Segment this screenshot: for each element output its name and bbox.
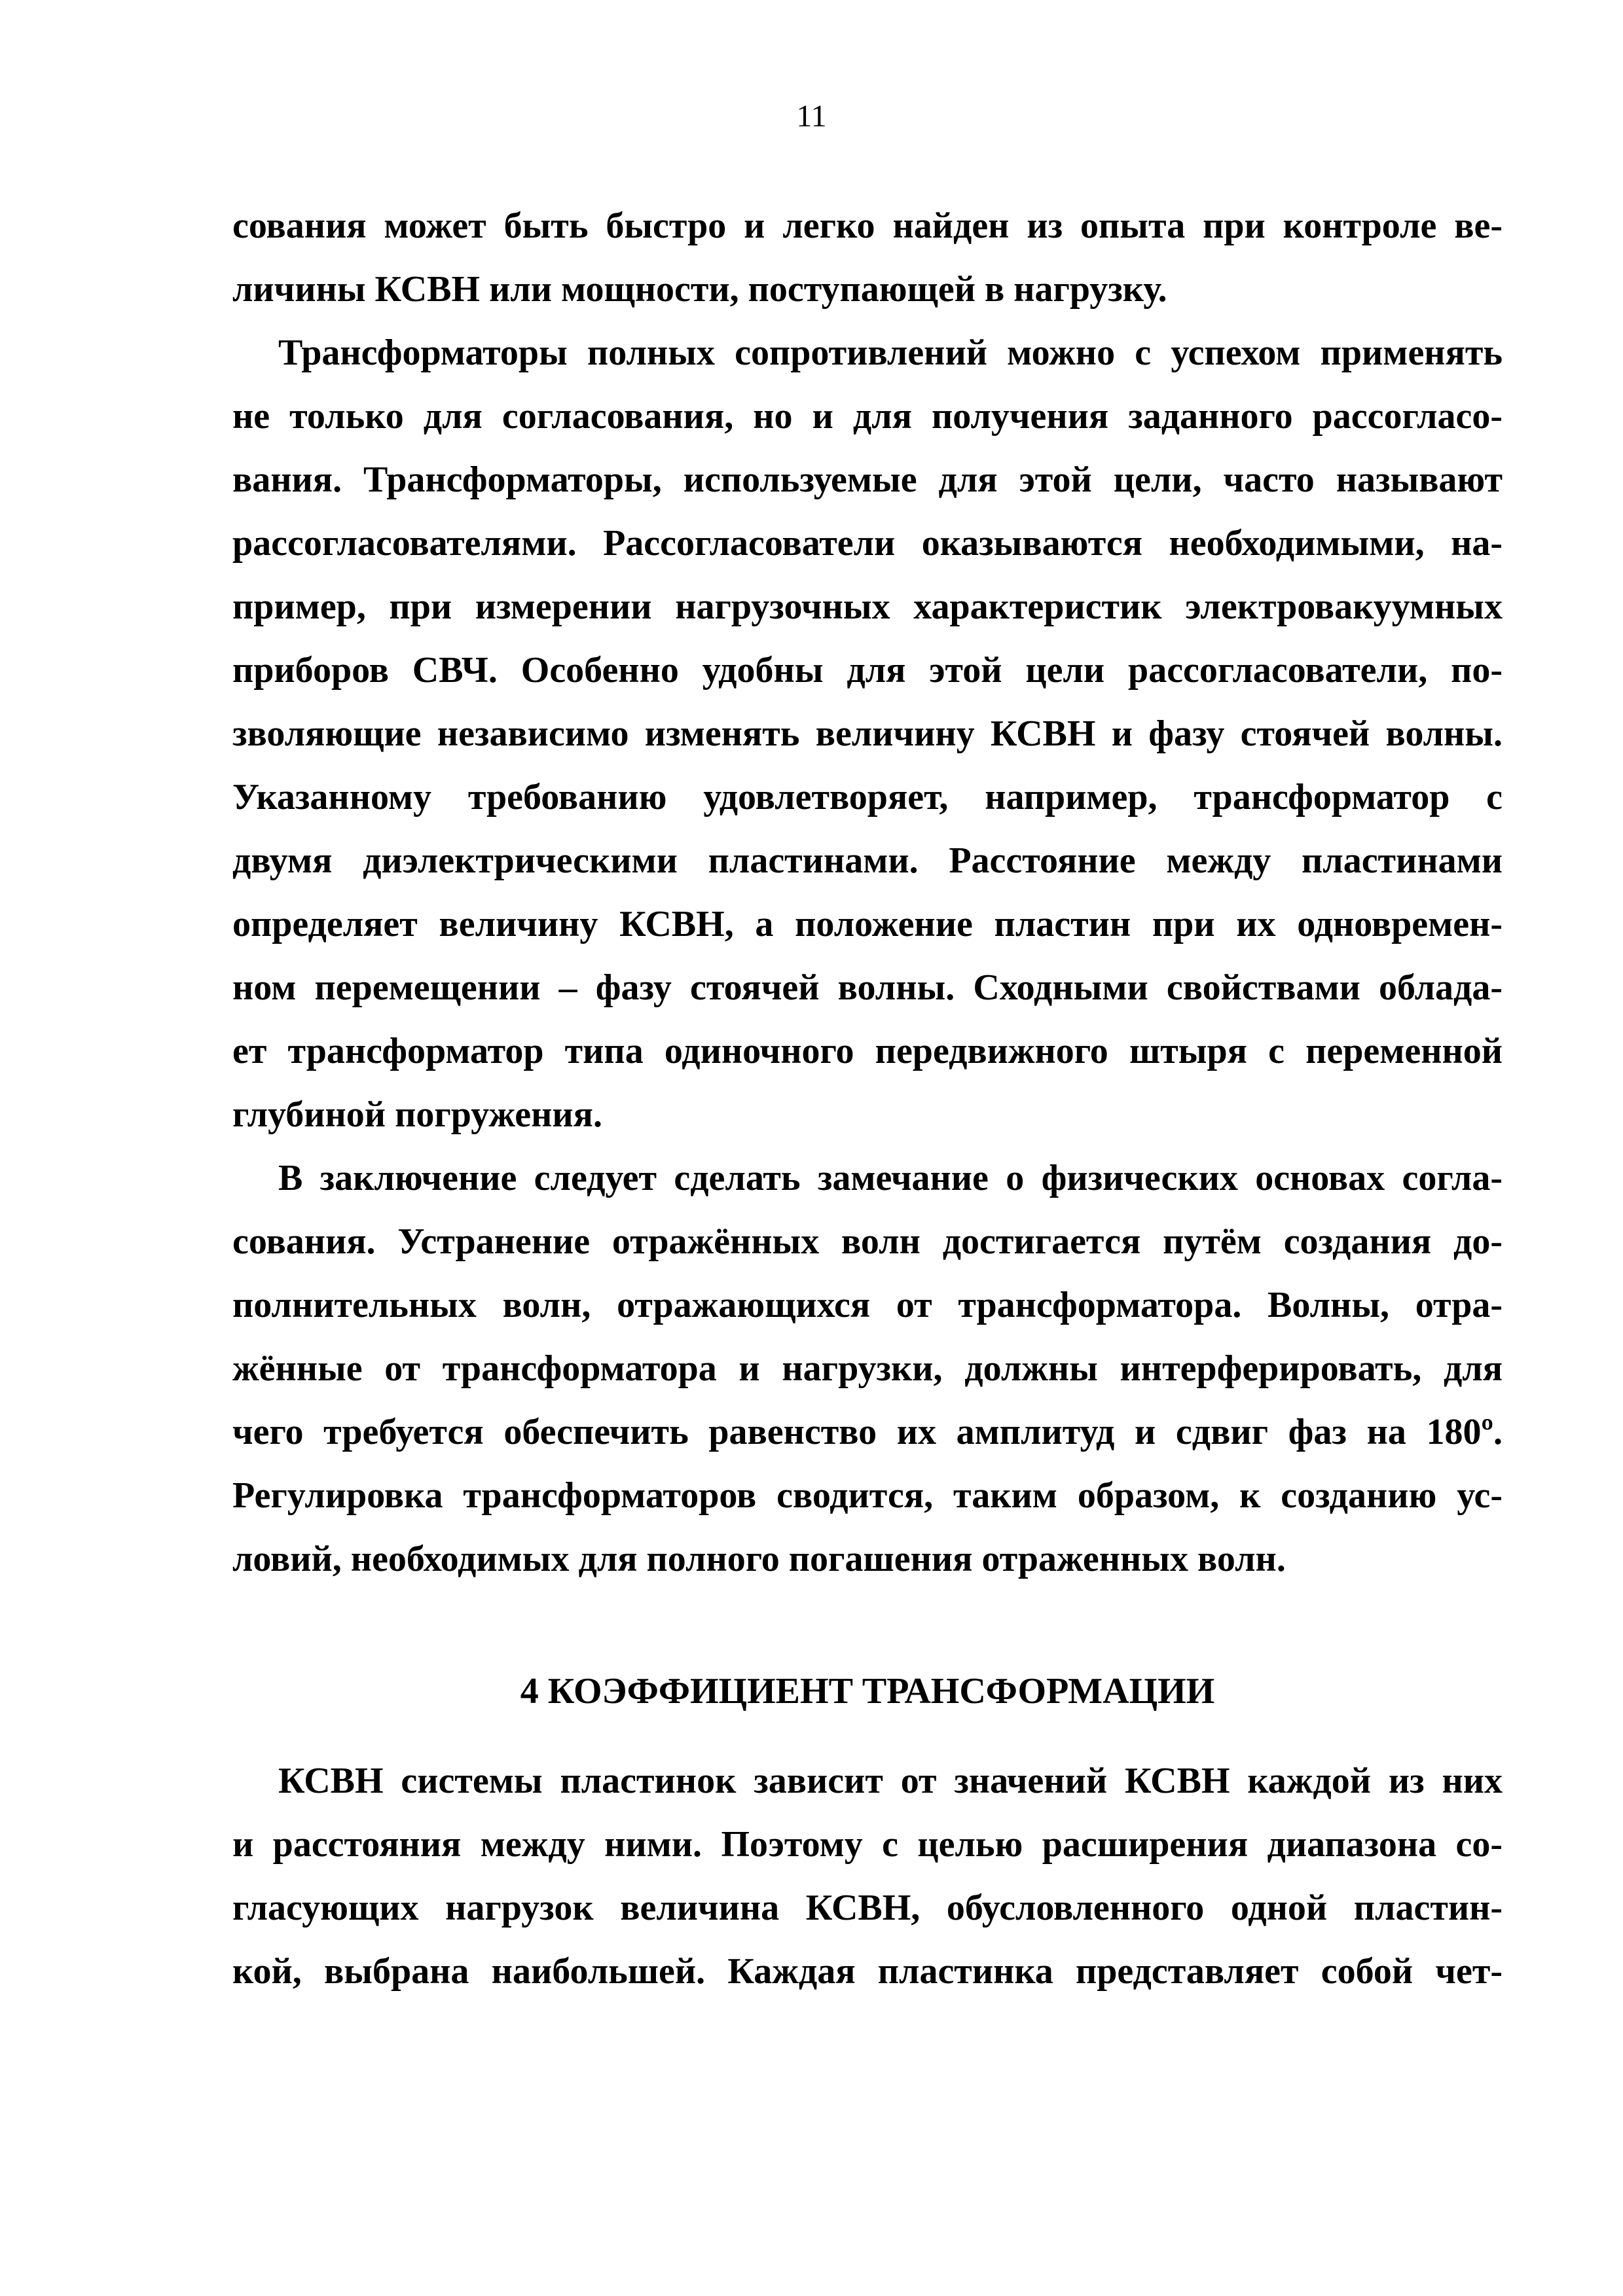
paragraph-2 [232, 321, 1503, 1147]
text-line: зволяющие независимо изменять величину КСВН и фазу стоячей волны. [232, 713, 1503, 754]
text-line: жённые от трансформатора и нагрузки, должны интерферировать, для [232, 1348, 1503, 1389]
text-line: Указанному требованию удовлетворяет, например, трансформатор с [232, 777, 1503, 817]
text-line: КСВН системы пластинок зависит от значений КСВН каждой из них [278, 1761, 1503, 1801]
text-line: чего требуется обеспечить равенство их амплитуд и сдвиг фаз на 180º. [232, 1412, 1503, 1452]
text-line: Трансформаторы полных сопротивлений можно с успехом применять [278, 332, 1503, 373]
text-line: рассогласователями. Рассогласователи оказываются необходимыми, на- [232, 523, 1503, 564]
text-line: не только для согласования, но и для получения заданного рассогласо- [232, 396, 1503, 437]
paragraph-3 [232, 1147, 1503, 1591]
text-line: личины КСВН или мощности, поступающей в нагрузку. [232, 269, 1167, 310]
section-heading: 4 КОЭФФИЦИЕНТ ТРАНСФОРМАЦИИ [520, 1671, 1215, 1712]
text-line: приборов СВЧ. Особенно удобны для этой цели рассогласователи, по- [232, 650, 1503, 691]
text-line: гласующих нагрузок величина КСВН, обусловленного одной пластин- [232, 1888, 1503, 1928]
text-line: кой, выбрана наибольшей. Каждая пластинка представляет собой чет- [232, 1951, 1503, 1992]
text-line: ном перемещении – фазу стоячей волны. Сходными свойствами облада- [232, 967, 1503, 1008]
text-line: В заключение следует сделать замечание о физических основах согла- [278, 1158, 1503, 1198]
text-line: ловий, необходимых для полного погашения отраженных волн. [232, 1539, 1286, 1579]
page-number: 11 [796, 99, 827, 134]
text-line: и расстояния между ними. Поэтому с целью расширения диапазона со- [232, 1824, 1503, 1865]
document-body [232, 194, 1503, 2003]
paragraph-1 [232, 194, 1503, 321]
text-line: ет трансформатор типа одиночного передвижного штыря с переменной [232, 1031, 1503, 1071]
text-line: сования может быть быстро и легко найден из опыта при контроле ве- [232, 206, 1503, 246]
text-line: вания. Трансформаторы, используемые для этой цели, часто называют [232, 459, 1503, 500]
text-line: пример, при измерении нагрузочных характеристик электровакуумных [232, 586, 1503, 627]
text-line: Регулировка трансформаторов сводится, таким образом, к созданию ус- [232, 1475, 1503, 1516]
text-line: полнительных волн, отражающихся от трансформатора. Волны, отра- [232, 1285, 1503, 1325]
text-line: определяет величину КСВН, а положение пластин при их одновремен- [232, 904, 1503, 944]
section-paragraph [232, 1749, 1503, 2003]
text-line: сования. Устранение отражённых волн достигается путём создания до- [232, 1221, 1503, 1262]
text-line: двумя диэлектрическими пластинами. Расстояние между пластинами [232, 840, 1503, 881]
text-line: глубиной погружения. [232, 1094, 602, 1135]
